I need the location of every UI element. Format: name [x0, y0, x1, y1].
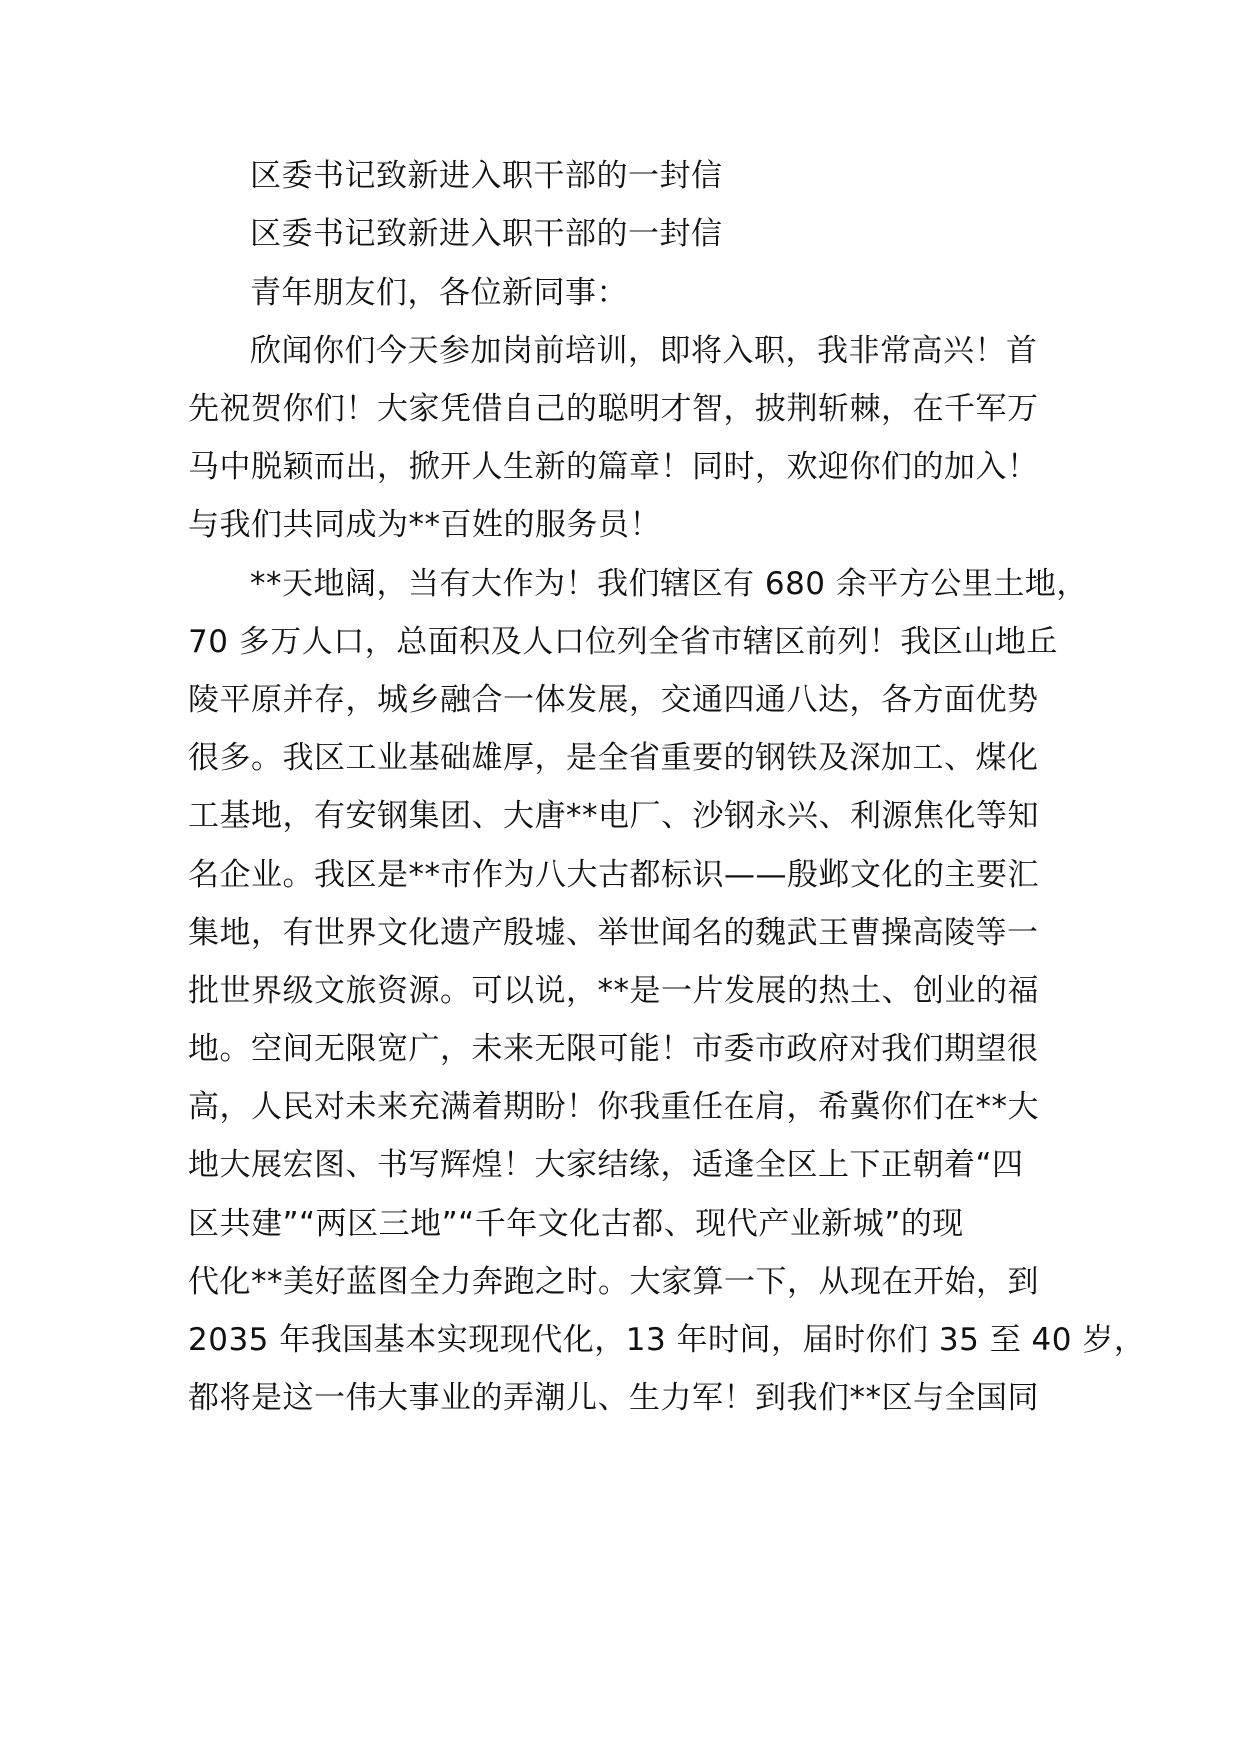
body-line: 工基地，有安钢集团、大唐**电厂、沙钢永兴、利源焦化等知 [188, 798, 1039, 834]
body-line: 2035 年我国基本实现现代化，13 年时间，届时你们 35 至 40 岁， [188, 1322, 1146, 1358]
body-line: 都将是这一伟大事业的弄潮儿、生力军！到我们**区与全国同 [188, 1380, 1039, 1416]
body-line: 地。空间无限宽广，未来无限可能！市委市政府对我们期望很 [188, 1031, 1039, 1067]
salutation: 青年朋友们，各位新同事： [250, 275, 628, 311]
body-line: 陵平原并存，城乡融合一体发展，交通四通八达，各方面优势 [188, 682, 1039, 718]
body-line: 与我们共同成为**百姓的服务员！ [188, 507, 661, 543]
body-line: 批世界级文旅资源。可以说，**是一片发展的热土、创业的福 [188, 973, 1039, 1009]
body-line: 名企业。我区是**市作为八大古都标识——殷邺文化的主要汇 [188, 857, 1039, 893]
body-line: 集地，有世界文化遗产殷墟、举世闻名的魏武王曹操高陵等一 [188, 915, 1039, 951]
body-line: 地大展宏图、书写辉煌！大家结缘，适逢全区上下正朝着“四 [188, 1147, 1024, 1183]
body-line: 代化**美好蓝图全力奔跑之时。大家算一下，从现在开始，到 [188, 1264, 1039, 1300]
body-line: 高，人民对未来充满着期盼！你我重任在肩，希冀你们在**大 [188, 1089, 1039, 1125]
body-line: 先祝贺你们！大家凭借自己的聪明才智，披荆斩棘，在千军万 [188, 391, 1039, 427]
body-line: 很多。我区工业基础雄厚，是全省重要的钢铁及深加工、煤化 [188, 740, 1039, 776]
body-line: 马中脱颖而出，掀开人生新的篇章！同时，欢迎你们的加入！ [188, 449, 1039, 485]
body-line: 70 多万人口，总面积及人口位列全省市辖区前列！我区山地丘 [188, 624, 1058, 660]
body-line: **天地阔，当有大作为！我们辖区有 680 余平方公里土地， [250, 566, 1088, 602]
body-line: 区共建”“两区三地”“千年文化古都、现代产业新城”的现 [188, 1206, 964, 1242]
body-line: 欣闻你们今天参加岗前培训，即将入职，我非常高兴！首 [250, 333, 1038, 369]
document-title: 区委书记致新进入职干部的一封信 [250, 158, 723, 194]
document-title-repeat: 区委书记致新进入职干部的一封信 [250, 216, 723, 252]
